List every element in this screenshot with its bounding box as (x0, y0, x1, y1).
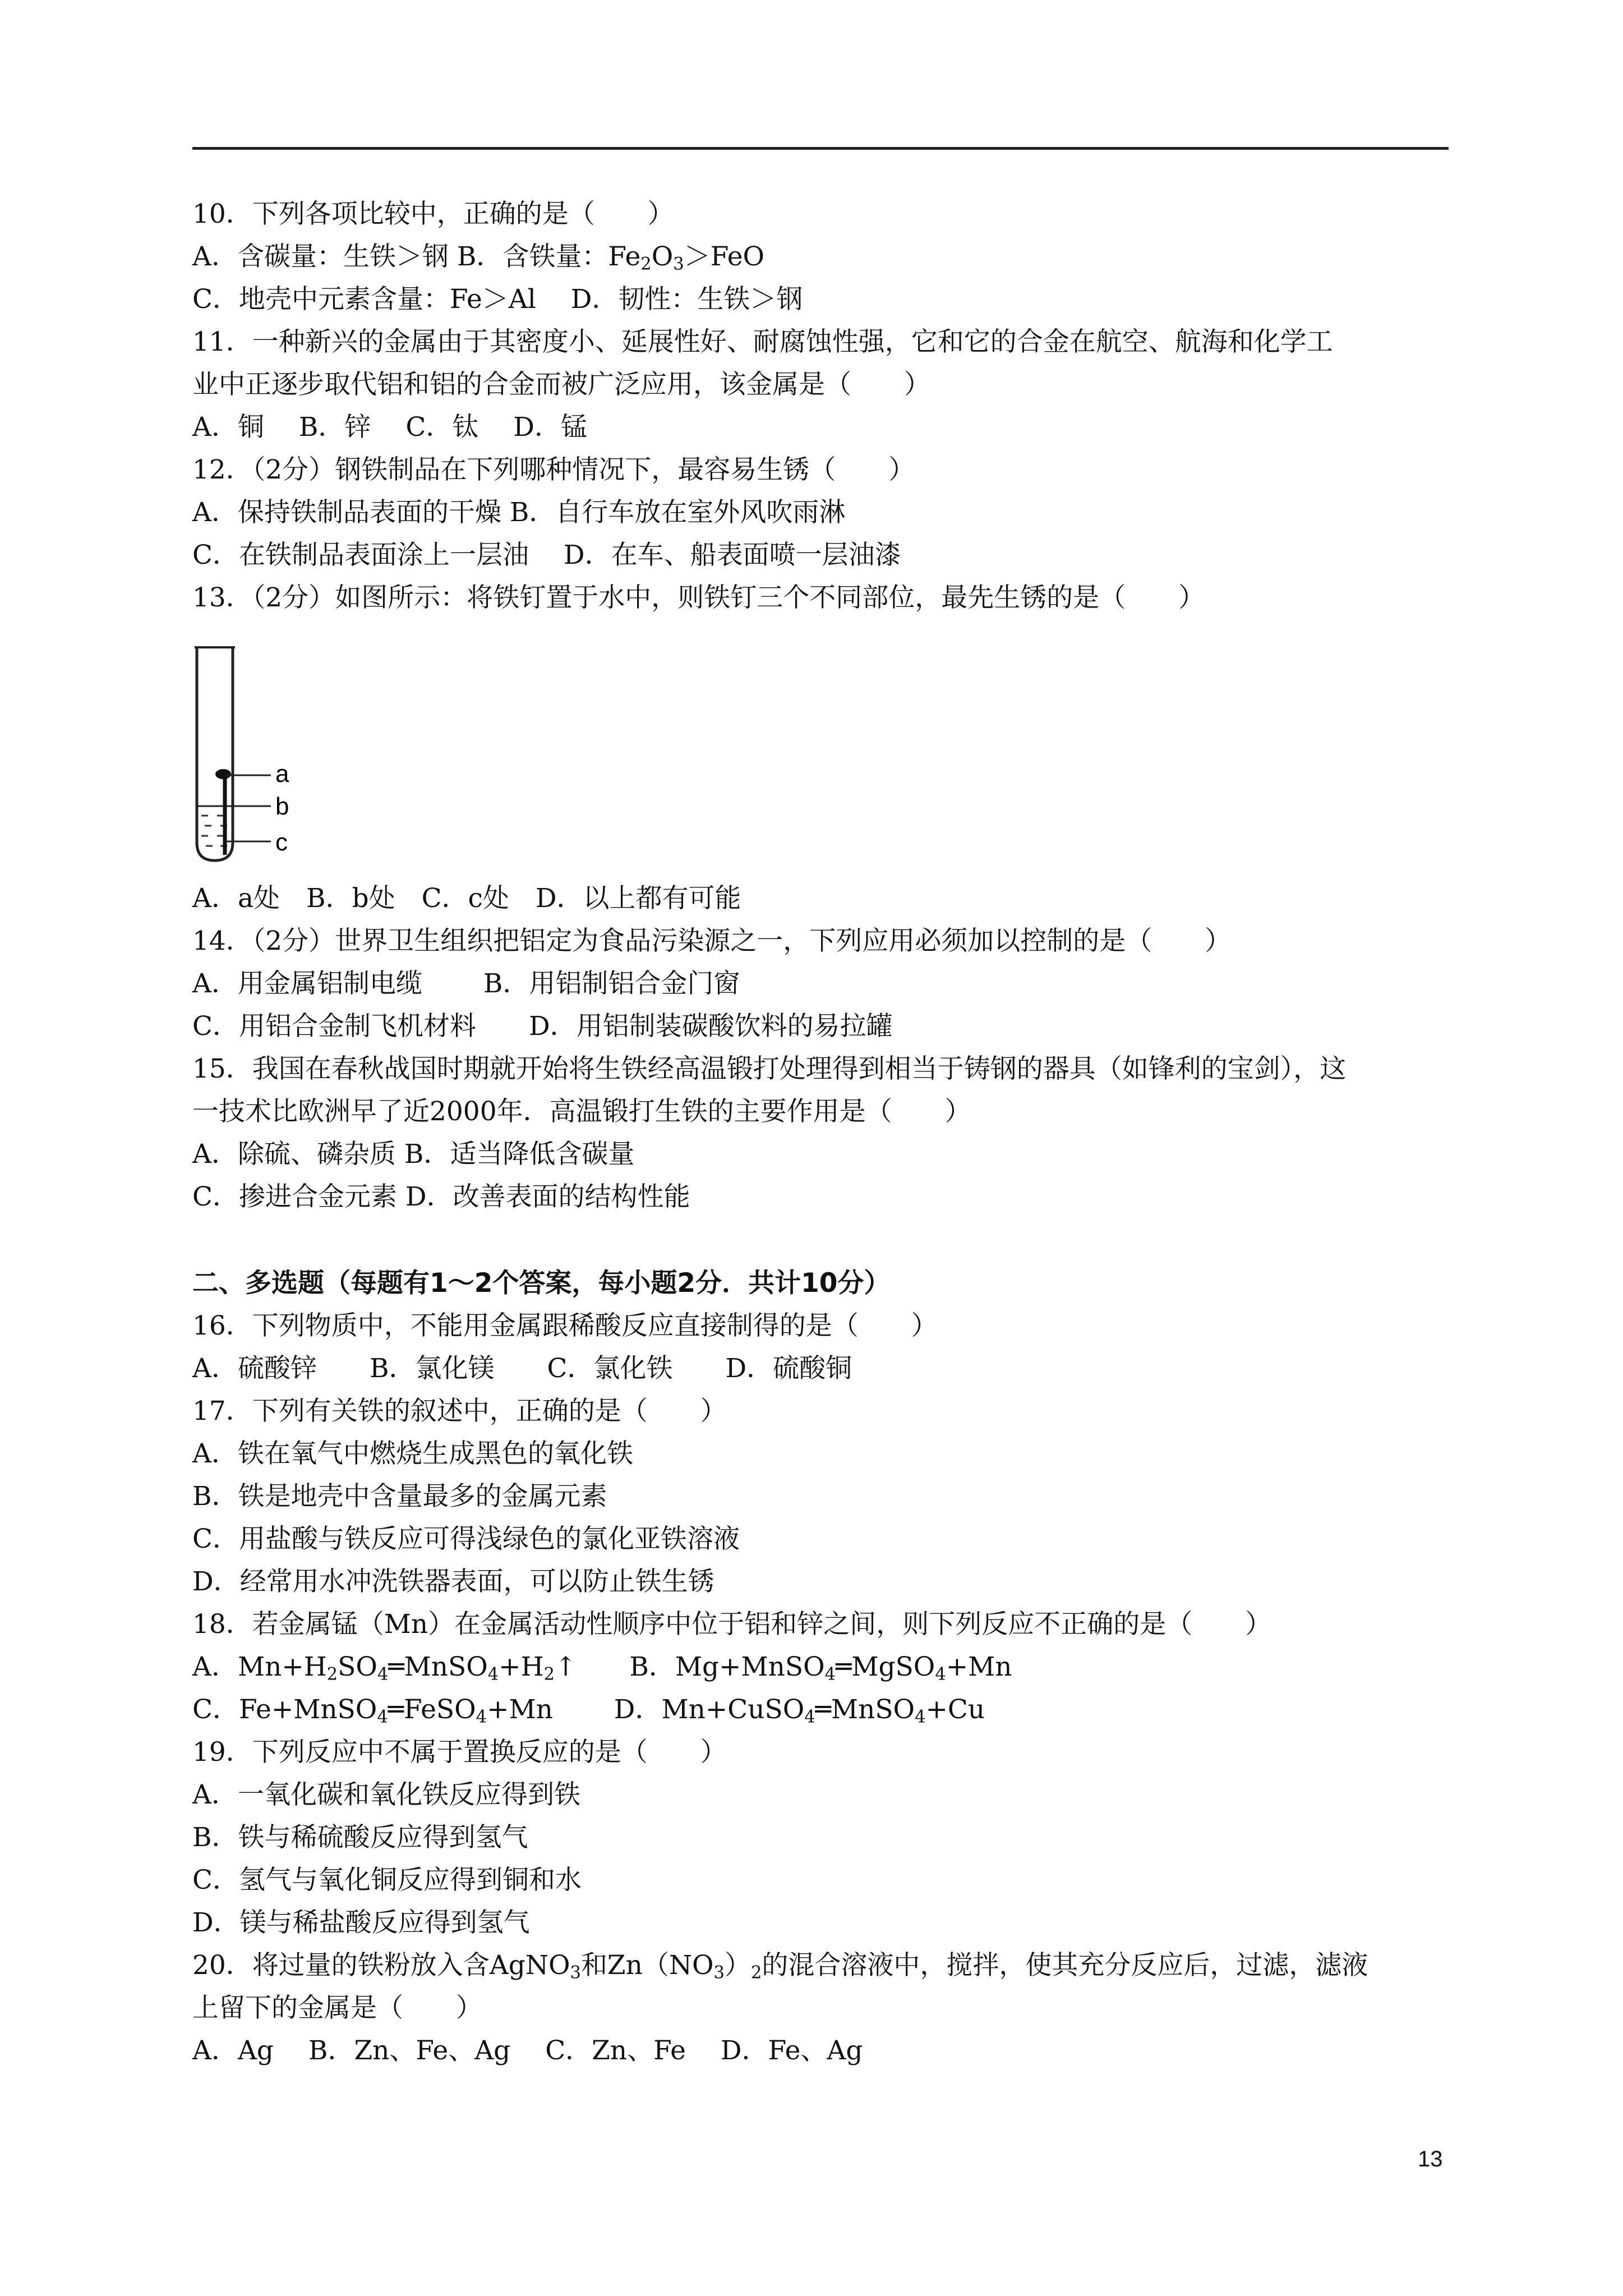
q14-option-ab: A．用金属铝制电缆 B．用铝制铝合金门窗 (192, 968, 740, 999)
q12-option-ab: A．保持铁制品表面的干燥 B．自行车放在室外风吹雨淋 (192, 497, 846, 528)
q16-options: A．硫酸锌 B．氯化镁 C．氯化铁 D．硫酸铜 (192, 1353, 852, 1384)
q12-option-cd: C．在铁制品表面涂上一层油 D．在车、船表面喷一层油漆 (192, 540, 901, 570)
q20-options: A．Ag B．Zn、Fe、Ag C．Zn、Fe D．Fe、Ag (192, 2035, 863, 2066)
label-b: b (275, 793, 289, 820)
q17-option-c: C．用盐酸与铁反应可得浅绿色的氯化亚铁溶液 (192, 1524, 740, 1554)
q11-options: A．铜 B．锌 C．钛 D．锰 (192, 412, 587, 443)
q19-option-a: A．一氧化碳和氧化铁反应得到铁 (192, 1779, 580, 1810)
q18-option-ab: A．$Mn+H_2SO_4═MnSO_4+H_2↑$ B．Mg+MnSO$_4$═MgSO$_4$+Mn (192, 1651, 1012, 1685)
q19-option-d: D．镁与稀盐酸反应得到氢气 (192, 1907, 530, 1938)
q17-stem: 17．下列有关铁的叙述中，正确的是（ ） (192, 1396, 727, 1427)
q10-option-cd: C．地壳中元素含量：Fe＞Al D．韧性：生铁＞钢 (192, 284, 803, 315)
q17-option-b: B．铁是地壳中含量最多的金属元素 (192, 1481, 607, 1512)
q19-option-b: B．铁与稀硫酸反应得到氢气 (192, 1822, 528, 1853)
q17-option-d: D．经常用水冲洗铁器表面，可以防止铁生锈 (192, 1566, 714, 1597)
q14-option-cd: C．用铝合金制飞机材料 D．用铝制装碳酸饮料的易拉罐 (192, 1011, 893, 1042)
label-a: a (275, 760, 289, 788)
q17-option-a: A．铁在氧气中燃烧生成黑色的氧化铁 (192, 1438, 633, 1469)
q20-stem-line1: 20．将过量的铁粉放入含AgNO$_3$和$Zn(NO_3)_2$的混合溶液中，搅拌，使其充分反应后，过滤，滤液 (192, 1950, 1368, 1983)
q13-stem: 13．（2分）如图所示：将铁钉置于水中，则铁钉三个不同部位，最先生锈的是（ ） (192, 582, 1205, 613)
q19-stem: 19．下列反应中不属于置换反应的是（ ） (192, 1737, 727, 1768)
test-tube-outline (197, 647, 233, 861)
q15-stem-line1: 15．我国在春秋战国时期就开始将生铁经高温锻打处理得到相当于铸钢的器具（如锋利的宝剑），这 (192, 1053, 1347, 1084)
q18-option-cd: C．Fe+MnSO$_4$═FeSO$_4$+Mn D．Mn+CuSO$_4$═MnSO$_4$+Cu (192, 1694, 985, 1727)
q10-stem: 10．下列各项比较中，正确的是（ ） (192, 199, 674, 229)
q14-stem: 14．（2分）世界卫生组织把铝定为食品污染源之一，下列应用必须加以控制的是（ ） (192, 926, 1232, 956)
q15-option-ab: A．除硫、磷杂质 B．适当降低含碳量 (192, 1139, 635, 1170)
q10-option-ab: A．含碳量：生铁＞钢 B．含铁量：$Fe_2O_3>FeO$ (192, 241, 765, 274)
label-c: c (275, 829, 288, 856)
page-number: 13 (1418, 2147, 1443, 2171)
q11-stem-line1: 11．一种新兴的金属由于其密度小、延展性好、耐腐蚀性强，它和它的合金在航空、航海和化学工 (192, 326, 1333, 357)
q16-stem: 16．下列物质中，不能用金属跟稀酸反应直接制得的是（ ） (192, 1310, 938, 1341)
header-rule (192, 147, 1449, 150)
q20-stem-line2: 上留下的金属是（ ） (192, 1993, 482, 2023)
q18-stem: 18．若金属锰（Mn）在金属活动性顺序中位于铝和锌之间，则下列反应不正确的是（ ） (192, 1609, 1272, 1640)
section-heading-multiple-choice: 二、多选题（每题有1～2个答案，每小题2分．共计10分） (192, 1268, 891, 1299)
q13-options: A．a处 B．b处 C．c处 D．以上都有可能 (192, 883, 741, 914)
q15-option-cd: C．掺进合金元素 D．改善表面的结构性能 (192, 1181, 690, 1212)
test-tube-diagram (192, 641, 361, 865)
q11-stem-line2: 业中正逐步取代铝和铝的合金而被广泛应用，该金属是（ ） (192, 369, 930, 400)
q15-stem-line2: 一技术比欧洲早了近2000年．高温锻打生铁的主要作用是（ ） (192, 1096, 971, 1127)
q19-option-c: C．氢气与氧化铜反应得到铜和水 (192, 1865, 582, 1895)
q12-stem: 12．（2分）钢铁制品在下列哪种情况下，最容易生锈（ ） (192, 454, 915, 485)
